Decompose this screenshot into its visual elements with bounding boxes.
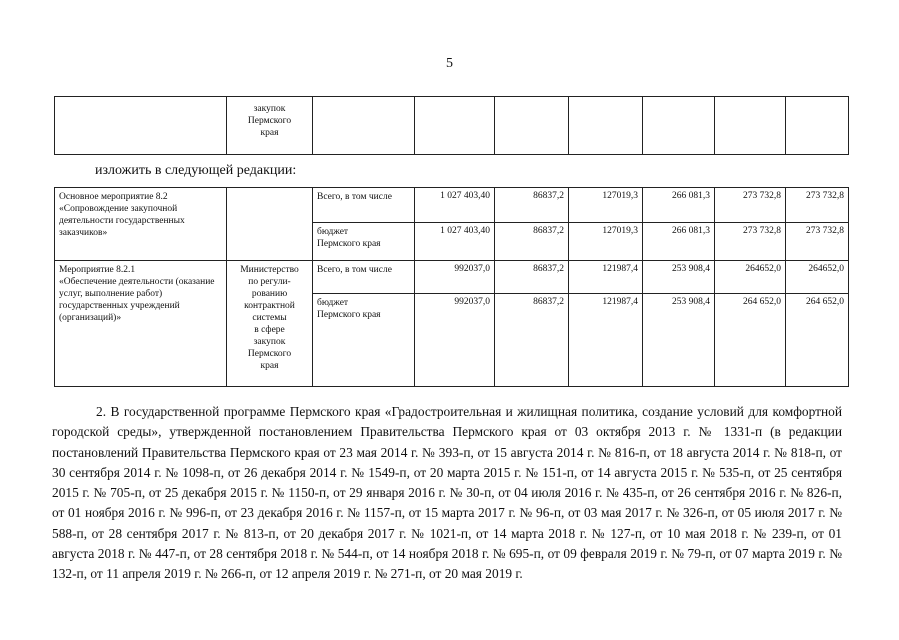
body-paragraph: 2. В государственной программе Пермского края «Градостроительная и жилищная политика, создание условий для комфортной городской среды», утвержденной постановлением Правительства Пермского края от 03 октября 2013 г. № 1331-п (в редакции постановлений Правительства Пермского края от 23 мая 2014 г. № 393-п, от 15 августа 2014 г. № 816-п, от 18 августа 2014 г. № 818-п, от 30 сентября 2014 г. № 1098-п, от 26 декабря 2014 г. № 1549-п, от 20 марта 2015 г. № 151-п, от 14 августа 2015 г. № 535-п, от 25 сентября 2015 г. № 705-п, от 25 декабря 2015 г. № 1150-п, от 29 января 2016 г. № 30-п, от 04 июля 2016 г. № 435-п, от 26 сентября 2016 г. № 826-п, от 01 ноября 2016 г. № 996-п, от 23 декабря 2016 г. № 1157-п, от 15 марта 2017 г. № 96-п, от 03 мая 2017 г. № 326-п, от 05 июля 2017 г. № 588-п, от 28 сентября 2017 г. № 813-п, от 20 декабря 2017 г. № 1021-п, от 14 марта 2018 г. № 127-п, от 10 мая 2018 г. № 239-п, от 01 августа 2018 г. № 447-п, от 28 сентября 2018 г. № 544-п, от 14 ноября 2018 г. № 695-п, от 09 февраля 2019 г. № 79-п, от 07 марта 2019 г. № 132-п, от 11 апреля 2019 г. № 266-п, от 12 апреля 2019 г. № 271-п, от 20 мая 2019 г.: [52, 404, 842, 582]
activity-name: Основное мероприятие 8.2 «Сопровождение закупочной деятельности государственных заказчиков»: [55, 188, 227, 261]
value-cell: 264652,0: [715, 261, 786, 294]
value-cell: 1 027 403,40: [415, 223, 495, 261]
value-cell: 127019,3: [569, 223, 643, 261]
top-table-cell: [313, 97, 415, 155]
value-cell: 253 908,4: [643, 261, 715, 294]
funding-source: бюджет Пермского края: [313, 294, 415, 387]
top-table-cell: [55, 97, 227, 155]
value-cell: 266 081,3: [643, 223, 715, 261]
value-cell: 86837,2: [495, 261, 569, 294]
page-number: 5: [446, 56, 453, 71]
top-table-cell: [786, 97, 849, 155]
value-cell: 264 652,0: [715, 294, 786, 387]
value-cell: 992037,0: [415, 261, 495, 294]
value-cell: 86837,2: [495, 188, 569, 223]
funding-source: бюджет Пермского края: [313, 223, 415, 261]
top-table-cell: [643, 97, 715, 155]
value-cell: 253 908,4: [643, 294, 715, 387]
value-cell: 86837,2: [495, 223, 569, 261]
value-cell: 273 732,8: [786, 188, 849, 223]
top-table-cell: [415, 97, 495, 155]
value-cell: 127019,3: [569, 188, 643, 223]
funding-source: Всего, в том числе: [313, 188, 415, 223]
value-cell: 86837,2: [495, 294, 569, 387]
funding-source: Всего, в том числе: [313, 261, 415, 294]
top-table-cell: [715, 97, 786, 155]
value-cell: 121987,4: [569, 261, 643, 294]
value-cell: 273 732,8: [715, 188, 786, 223]
value-cell: 121987,4: [569, 294, 643, 387]
executor-cell: Министерство по регули- рованию контрактной системы в сфере закупок Пермского края: [227, 261, 313, 387]
program-table: [54, 187, 849, 387]
value-cell: 266 081,3: [643, 188, 715, 223]
value-cell: 273 732,8: [715, 223, 786, 261]
value-cell: 273 732,8: [786, 223, 849, 261]
activity-name: Мероприятие 8.2.1 «Обеспечение деятельности (оказание услуг, выполнение работ) государственных учреждений (организаций)»: [55, 261, 227, 387]
intro-text: изложить в следующей редакции:: [95, 163, 297, 178]
value-cell: 1 027 403,40: [415, 188, 495, 223]
top-table-cell: [495, 97, 569, 155]
top-table-cell: [569, 97, 643, 155]
executor-cell: [227, 188, 313, 261]
value-cell: 992037,0: [415, 294, 495, 387]
value-cell: 264652,0: [786, 261, 849, 294]
value-cell: 264 652,0: [786, 294, 849, 387]
top-table-executor: закупок Пермского края: [227, 97, 313, 155]
top-table-fragment: [54, 96, 849, 155]
